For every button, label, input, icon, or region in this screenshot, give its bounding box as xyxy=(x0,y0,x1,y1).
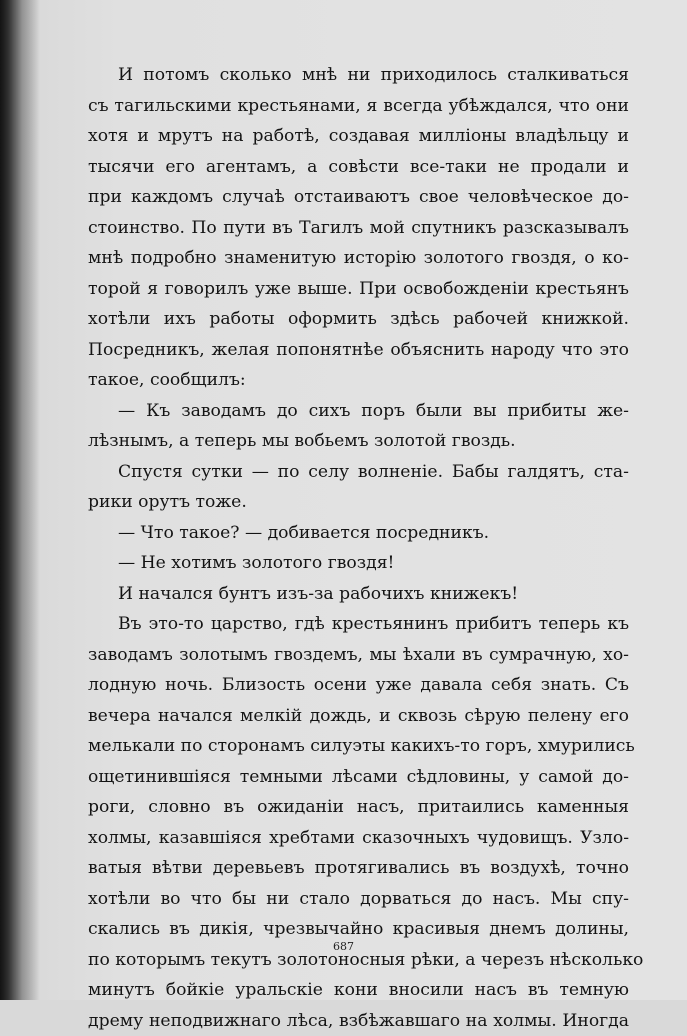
text-line: торой я говорилъ уже выше. При освобожденіи крестьянъ xyxy=(88,274,629,305)
text-line: дрему неподвижнаго лѣса, взбѣжавшаго на холмы. Иногда xyxy=(88,1006,629,1036)
text-line: съ тагильскими крестьянами, я всегда убѣждался, что они xyxy=(88,91,629,122)
text-line: И потомъ сколько мнѣ ни приходилось сталкиваться xyxy=(88,60,629,91)
text-line: вечера начался мелкій дождь, и сквозь сѣрую пелену его xyxy=(88,701,629,732)
text-line: стоинство. По пути въ Тагилъ мой спутникъ разсказывалъ xyxy=(88,213,629,244)
page-number: 687 xyxy=(0,940,687,953)
text-line: хотя и мрутъ на работѣ, создавая милліоны владѣльцу и xyxy=(88,121,629,152)
text-line: ватыя вѣтви деревьевъ протягивались въ воздухѣ, точно xyxy=(88,853,629,884)
text-line: такое, сообщилъ: xyxy=(88,365,629,396)
text-line: рики орутъ тоже. xyxy=(88,487,629,518)
text-line: по которымъ текутъ золотоносныя рѣки, а черезъ нѣсколько xyxy=(88,945,629,976)
text-line: роги, словно въ ожиданіи насъ, притаились каменныя xyxy=(88,792,629,823)
text-line: Спустя сутки — по селу волненіе. Бабы галдятъ, ста- xyxy=(88,457,629,488)
text-line: хотѣли во что бы ни стало дорваться до насъ. Мы спу- xyxy=(88,884,629,915)
text-line: ощетинившіяся темными лѣсами сѣдловины, у самой до- xyxy=(88,762,629,793)
text-line: — Не хотимъ золотого гвоздя! xyxy=(88,548,629,579)
gutter-shadow xyxy=(0,0,40,1000)
text-line: — Къ заводамъ до сихъ поръ были вы прибиты же- xyxy=(88,396,629,427)
text-line: хотѣли ихъ работы оформить здѣсь рабочей книжкой. xyxy=(88,304,629,335)
text-line: заводамъ золотымъ гвоздемъ, мы ѣхали въ сумрачную, хо- xyxy=(88,640,629,671)
text-line: холмы, казавшіяся хребтами сказочныхъ чудовищъ. Узло- xyxy=(88,823,629,854)
text-line: мнѣ подробно знаменитую исторію золотого гвоздя, о ко- xyxy=(88,243,629,274)
text-line: тысячи его агентамъ, а совѣсти все-таки не продали и xyxy=(88,152,629,183)
text-line: — Что такое? — добивается посредникъ. xyxy=(88,518,629,549)
text-line: И начался бунтъ изъ-за рабочихъ книжекъ! xyxy=(88,579,629,610)
text-line: минутъ бойкіе уральскіе кони вносили насъ въ темную xyxy=(88,975,629,1006)
text-line: лодную ночь. Близость осени уже давала себя знать. Съ xyxy=(88,670,629,701)
body-text xyxy=(88,60,629,1036)
text-line: мелькали по сторонамъ силуэты какихъ-то горъ, хмурились xyxy=(88,731,629,762)
text-line: скались въ дикія, чрезвычайно красивыя днемъ долины, xyxy=(88,914,629,945)
text-line: Въ это-то царство, гдѣ крестьянинъ прибитъ теперь къ xyxy=(88,609,629,640)
text-line: при каждомъ случаѣ отстаиваютъ свое человѣческое до- xyxy=(88,182,629,213)
text-line: Посредникъ, желая попонятнѣе объяснить народу что это xyxy=(88,335,629,366)
text-line: лѣзнымъ, а теперь мы вобьемъ золотой гвоздь. xyxy=(88,426,629,457)
